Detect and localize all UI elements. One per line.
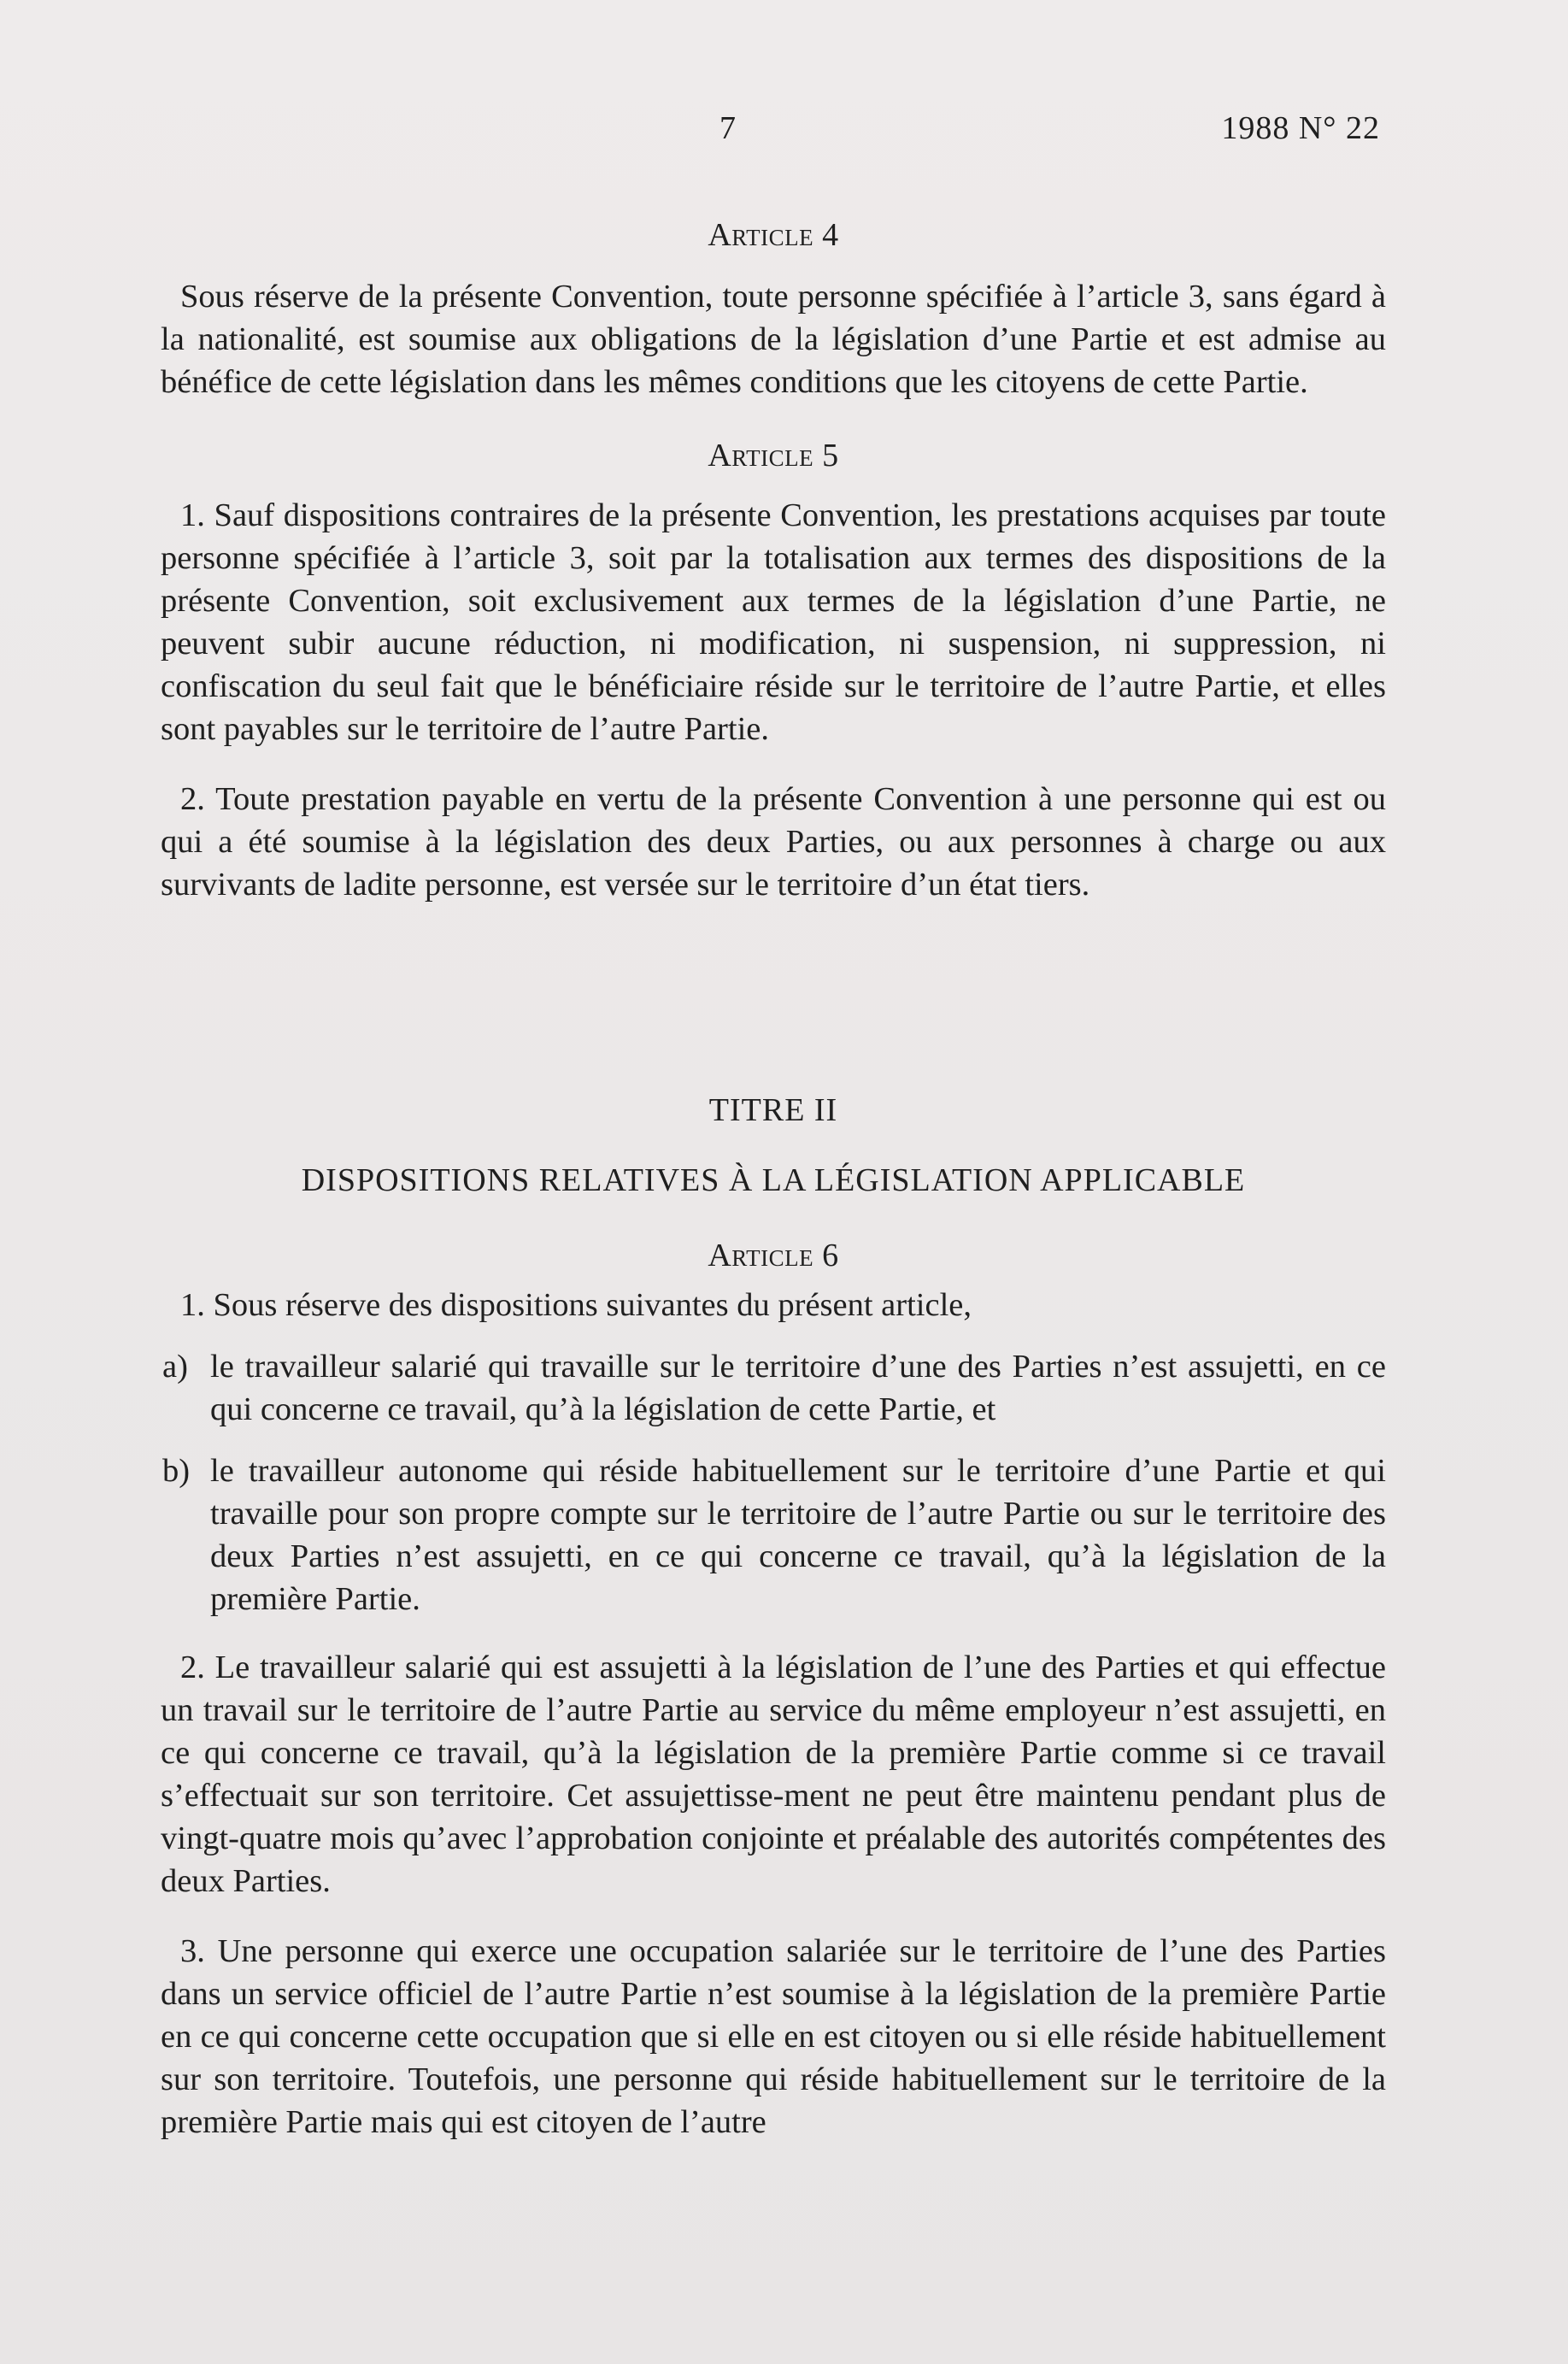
document-body — [161, 214, 1386, 2143]
article-4-heading: Article 4 — [708, 217, 839, 253]
article-5-heading: Article 5 — [708, 438, 839, 473]
article-6-item-b — [161, 1450, 1386, 1620]
titre-heading: TITRE II — [708, 1092, 838, 1128]
page-number: 7 — [719, 110, 736, 146]
item-a-label: a) — [162, 1349, 188, 1385]
article-6-paragraph-1-intro: 1. Sous réserve des dispositions suivantes du présent article, — [180, 1287, 972, 1323]
article-6-heading: Article 6 — [708, 1238, 839, 1273]
article-6-paragraph-3: 3. Une personne qui exerce une occupation salariée sur le territoire de l’une des Parties dans un service officiel de l’autre Partie n’est soumise à la législation de la première Partie en ce qui concerne cette occupation que si elle en est citoyen ou si elle réside habituellement sur son territoire. Toutefois, une personne qui réside habituellement sur le territoire de la première Partie mais qui est citoyen de l’autre — [161, 1933, 1386, 2140]
page-header — [0, 109, 1568, 152]
document-reference: 1988 N° 22 — [1221, 110, 1380, 146]
article-5-paragraph-1: 1. Sauf dispositions contraires de la présente Convention, les prestations acquises par toute personne spécifiée à l’article 3, soit par la totalisation aux termes des dispositions de la présente Convention, soit exclusivement aux termes de la législation d’une Partie, ne peuvent subir aucune réduction, ni modification, ni suspension, ni suppression, ni confiscation du seul fait que le bénéficiaire réside sur le territoire de l’autre Partie, et elles sont payables sur le territoire de l’autre Partie. — [161, 497, 1386, 747]
article-5-paragraph-2: 2. Toute prestation payable en vertu de la présente Convention à une personne qui est ou qui a été soumise à la législation des deux Parties, ou aux personnes à charge ou aux survivants de ladite personne, est versée sur le territoire d’un état tiers. — [161, 781, 1386, 903]
item-b-text: le travailleur autonome qui réside habituellement sur le territoire d’une Partie et qui travaille pour son propre compte sur le territoire de l’autre Partie ou sur le territoire des deux Parties n’est assujetti, en ce qui concerne ce travail, qu’à la législation de la première Partie. — [210, 1453, 1386, 1617]
item-a-text: le travailleur salarié qui travaille sur le territoire d’une des Parties n’est assujetti, en ce qui concerne ce travail, qu’à la législation de cette Partie, et — [210, 1349, 1386, 1427]
item-b-label: b) — [162, 1453, 191, 1489]
article-6-paragraph-2: 2. Le travailleur salarié qui est assujetti à la législation de l’une des Parties et qui effectue un travail sur le territoire de l’autre Partie au service du même employeur n’est assujetti, en ce qui concerne ce travail, qu’à la législation de la première Partie comme si ce travail s’effectuait sur son territoire. Cet assujettisse-ment ne peut être maintenu pendant plus de vingt-quatre mois qu’avec l’approbation conjointe et préalable des autorités compétentes des deux Parties. — [161, 1650, 1386, 1899]
article-6-item-a — [161, 1345, 1386, 1431]
titre-subtitle: DISPOSITIONS RELATIVES À LA LÉGISLATION APPLICABLE — [301, 1162, 1246, 1198]
article-4-text: Sous réserve de la présente Convention, toute personne spécifiée à l’article 3, sans égard à la nationalité, est soumise aux obligations de la législation d’une Partie et est admise au bénéfice de cette législation dans les mêmes conditions que les citoyens de cette Partie. — [161, 279, 1386, 400]
